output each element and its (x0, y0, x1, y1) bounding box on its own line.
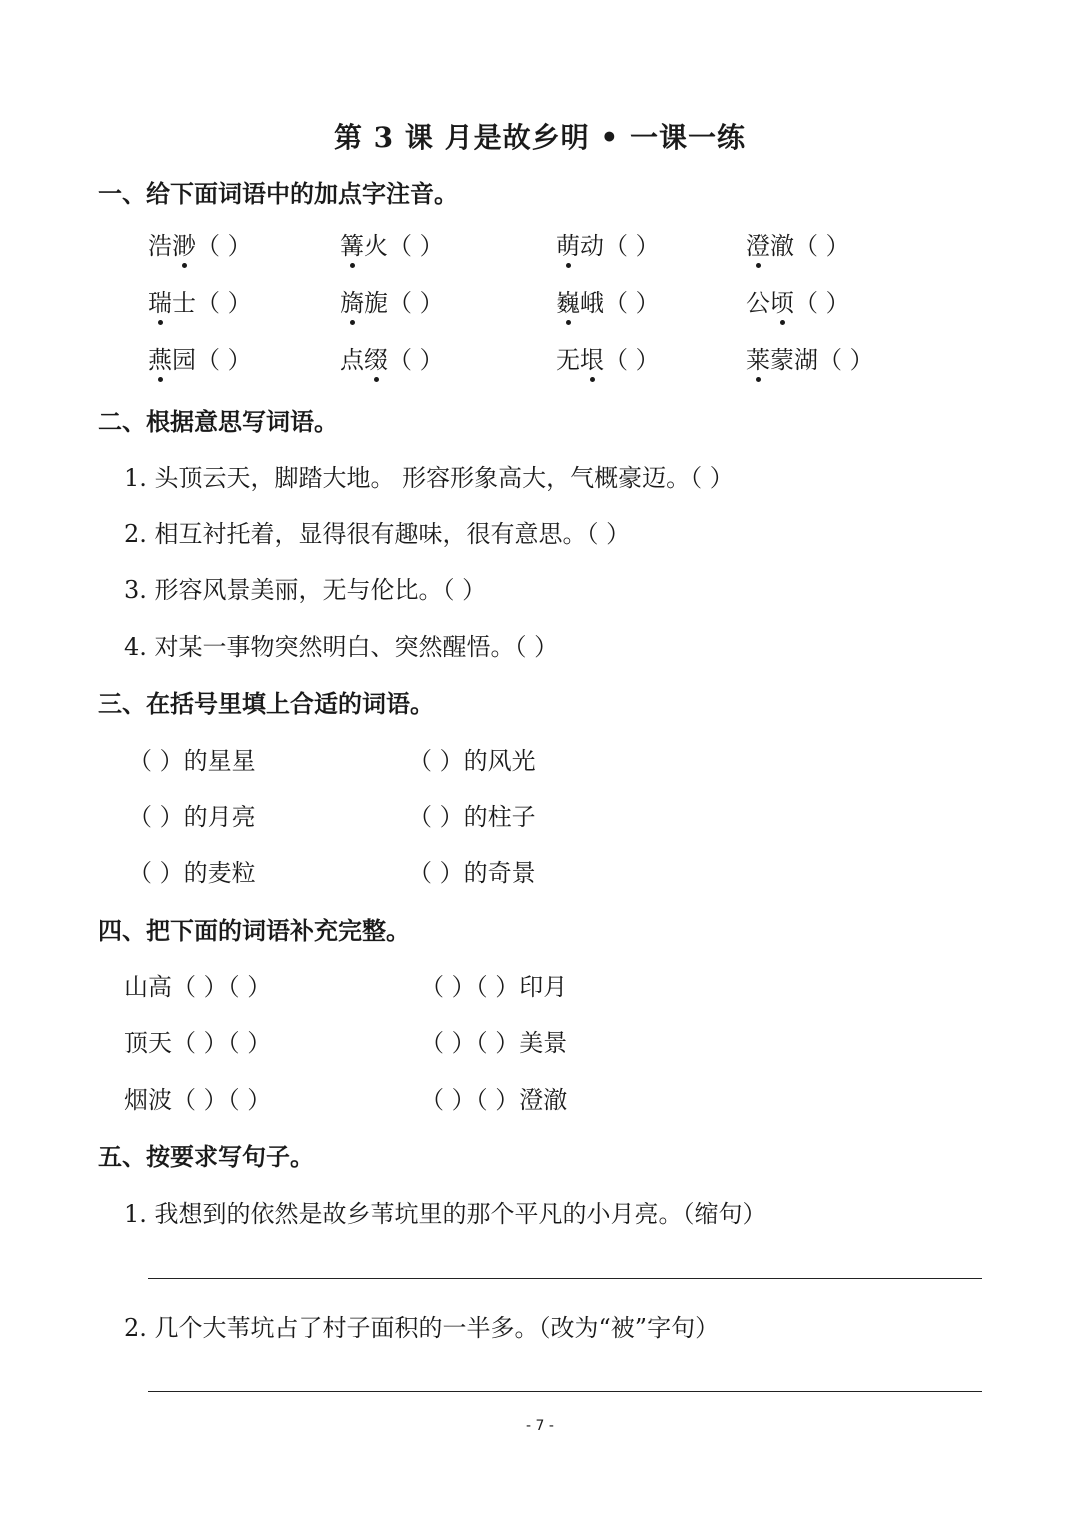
dotted-character: 渺 (172, 226, 196, 261)
question-2-2: 2. 相互衬托着，显得很有趣味，很有意思。（ ） (124, 520, 631, 548)
word-text: 旎 (364, 289, 388, 317)
dotted-character: 顷 (770, 283, 794, 318)
section2-heading: 二、根据意思写词语。 (98, 407, 338, 436)
word-text: 浩 (148, 232, 172, 260)
idiom-item: 烟波（ ）（ ） (124, 1086, 272, 1114)
word-text: 蒙湖 (770, 346, 818, 374)
pinyin-word-item (340, 340, 444, 375)
answer-blank[interactable]: （ ） (794, 289, 850, 317)
dotted-character: 瑞 (148, 283, 172, 318)
answer-blank[interactable]: （ ） (388, 232, 444, 260)
pinyin-word-item (148, 340, 252, 375)
answer-line[interactable] (148, 1391, 982, 1392)
word-text: 无 (556, 346, 580, 374)
answer-blank[interactable]: （ ） (794, 232, 850, 260)
page-number: - 7 - (526, 1418, 554, 1434)
word-text: 点 (340, 346, 364, 374)
fill-item: （ ）的星星 (128, 747, 256, 775)
idiom-item: （ ）（ ）澄澈 (420, 1086, 568, 1114)
answer-blank[interactable]: （ ） (388, 346, 444, 374)
question-2-4: 4. 对某一事物突然明白、突然醒悟。（ ） (124, 633, 559, 661)
question-2-3: 3. 形容风景美丽，无与伦比。（ ） (124, 576, 487, 604)
pinyin-word-item (340, 226, 444, 261)
fill-item: （ ）的月亮 (128, 803, 256, 831)
answer-blank[interactable]: （ ） (196, 232, 252, 260)
word-text: 动 (580, 232, 604, 260)
section4-heading: 四、把下面的词语补充完整。 (98, 916, 410, 945)
idiom-item: （ ）（ ）印月 (420, 973, 568, 1001)
section3-heading: 三、在括号里填上合适的词语。 (98, 689, 434, 718)
section1-heading: 一、给下面词语中的加点字注音。 (98, 179, 458, 208)
dotted-character: 缀 (364, 340, 388, 375)
answer-blank[interactable]: （ ） (604, 289, 660, 317)
section5-heading: 五、按要求写句子。 (98, 1142, 314, 1171)
answer-blank[interactable]: （ ） (388, 289, 444, 317)
idiom-item: （ ）（ ）美景 (420, 1029, 568, 1057)
question-5-2: 2. 几个大苇坑占了村子面积的一半多。（改为“被”字句） (124, 1314, 720, 1342)
dotted-character: 垠 (580, 340, 604, 375)
dotted-character: 旖 (340, 283, 364, 318)
answer-blank[interactable]: （ ） (196, 289, 252, 317)
fill-item: （ ）的奇景 (408, 859, 536, 887)
answer-blank[interactable]: （ ） (818, 346, 874, 374)
page-title: 第 3 课 月是故乡明 • 一课一练 (333, 121, 747, 154)
pinyin-word-item (746, 283, 850, 318)
question-2-1: 1. 头顶云天，脚踏大地。 形容形象高大，气概豪迈。（ ） (124, 464, 734, 492)
pinyin-word-item (148, 283, 252, 318)
dotted-character: 篝 (340, 226, 364, 261)
pinyin-word-item (556, 340, 660, 375)
dotted-character: 萌 (556, 226, 580, 261)
word-text: 峨 (580, 289, 604, 317)
word-text: 士 (172, 289, 196, 317)
pinyin-word-item (340, 283, 444, 318)
dotted-character: 燕 (148, 340, 172, 375)
pinyin-word-item (556, 283, 660, 318)
pinyin-word-item (556, 226, 660, 261)
pinyin-word-item (148, 226, 252, 261)
idiom-item: 山高（ ）（ ） (124, 973, 272, 1001)
pinyin-word-item (746, 340, 874, 375)
fill-item: （ ）的麦粒 (128, 859, 256, 887)
dotted-character: 莱 (746, 340, 770, 375)
dotted-character: 澄 (746, 226, 770, 261)
dotted-character: 巍 (556, 283, 580, 318)
question-5-1: 1. 我想到的依然是故乡苇坑里的那个平凡的小月亮。（缩句） (124, 1200, 767, 1228)
answer-blank[interactable]: （ ） (604, 346, 660, 374)
idiom-item: 顶天（ ）（ ） (124, 1029, 272, 1057)
word-text: 澈 (770, 232, 794, 260)
word-text: 火 (364, 232, 388, 260)
answer-blank[interactable]: （ ） (604, 232, 660, 260)
word-text: 园 (172, 346, 196, 374)
pinyin-word-item (746, 226, 850, 261)
answer-blank[interactable]: （ ） (196, 346, 252, 374)
fill-item: （ ）的风光 (408, 747, 536, 775)
answer-line[interactable] (148, 1278, 982, 1279)
fill-item: （ ）的柱子 (408, 803, 536, 831)
word-text: 公 (746, 289, 770, 317)
